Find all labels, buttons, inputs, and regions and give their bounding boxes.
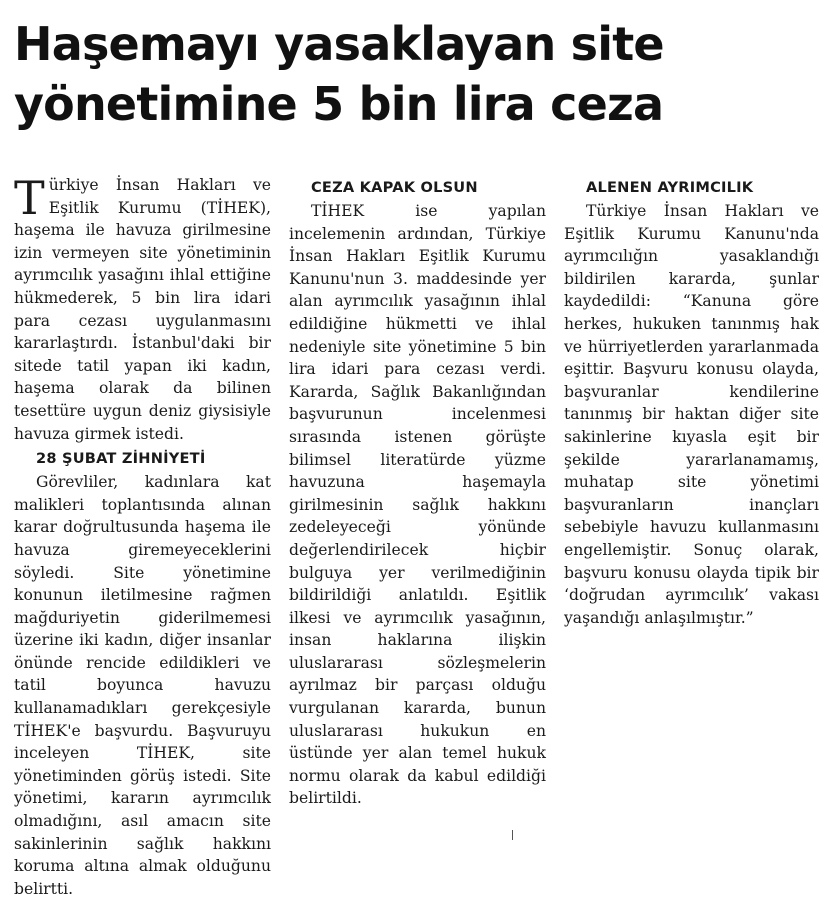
headline-line-1: Haşemayı yasaklayan site [14, 17, 664, 71]
body-paragraph-2: Görevliler, kadınlara kat malikleri toplantısında alınan karar doğrultusunda haşema ile havuza giremeyeceklerini söyledi. Site yönetimine konunun iletilmesine rağmen mağduriyetin giderilmemesi üzerine iki kadın, diğer insanlar önünde rencide edildikleri ve tatil boyunca havuzu kullanamadıkları gerekçesiyle TİHEK'e başvurdu. Başvuruyu inceleyen TİHEK, site yönetiminden görüş istedi. Site yönetimi, kararın ayrımcılık olmadığını, asıl amacın site sakinlerinin sağlık hakkını koruma altına almak olduğunu belirtti. [14, 473, 271, 898]
article-column-2 [289, 174, 546, 810]
drop-cap: T [14, 171, 45, 225]
subheading-28-subat: 28 ŞUBAT ZİHNİYETİ [36, 450, 206, 468]
column-end-mark [512, 830, 513, 840]
subheading-alenen-ayrimcilik: ALENEN AYRIMCILIK [586, 179, 754, 196]
subheading-ceza-kapak: CEZA KAPAK OLSUN [311, 179, 478, 196]
body-paragraph-4: Türkiye İnsan Hakları ve Eşitlik Kurumu Kanunu'nda ayrımcılığın yasaklandığı bildirilen kararda, şunlar kaydedildi: “Kanuna göre herkes, hukuken tanınmış hak ve hürriyetlerden yararlanmada eşittir. Başvuru konusu olayda, başvuranlar kendilerine tanınmış bir haktan diğer site sakinlerine kıyasla eşit bir şekilde yararlanamamış, muhatap site yönetimi başvuranların inançları sebebiyle havuzu kullanmasını engellemiştir. Sonuç olarak, başvuru konusu olayda tipik bir ‘doğrudan ayrımcılık’ vakası yaşandığı anlaşılmıştır.” [564, 202, 819, 627]
headline [14, 14, 819, 134]
article-column-3 [564, 174, 819, 629]
headline-line-2: yönetimine 5 bin lira ceza [14, 77, 664, 131]
intro-text: ürkiye İnsan Hakları ve Eşitlik Kurumu (TİHEK), haşema ile havuza girilmesine izin vermeyen site yönetiminin ayrımcılık yasağını ihlal ettiğine hükmederek, 5 bin lira idari para cezası uygulanmasını kararlaştırdı. İstanbul'daki bir sitede tatil yapan iki kadın, haşema olarak da bilinen tesettüre uygun deniz giysisiyle havuza girmek istedi. [14, 176, 271, 443]
article-column-1 [14, 171, 271, 900]
body-paragraph-3: TİHEK ise yapılan incelemenin ardından, Türkiye İnsan Hakları Eşitlik Kurumu Kanunu'nun 3. maddesinde yer alan ayrımcılık yasağının ihlal edildiğine hükmetti ve ihlal nedeniyle site yönetimine 5 bin lira idari para cezası verdi. Kararda, Sağlık Bakanlığından başvurunun incelenmesi sırasında istenen görüşte bilimsel literatürde yüzme havuzuna haşemayla girilmesinin sağlık hakkını zedeleyeceği yönünde değerlendirilecek hiçbir bulguya yer verilmediğinin bildirildiği anlatıldı. Eşitlik ilkesi ve ayrımcılık yasağının, insan haklarına ilişkin uluslararası sözleşmelerin ayrılmaz bir parçası olduğu vurgulanan kararda, bunun uluslararası hukukun en üstünde yer alan temel hukuk normu olarak da kabul edildiği belirtildi. [289, 202, 546, 808]
intro-paragraph [14, 171, 271, 445]
